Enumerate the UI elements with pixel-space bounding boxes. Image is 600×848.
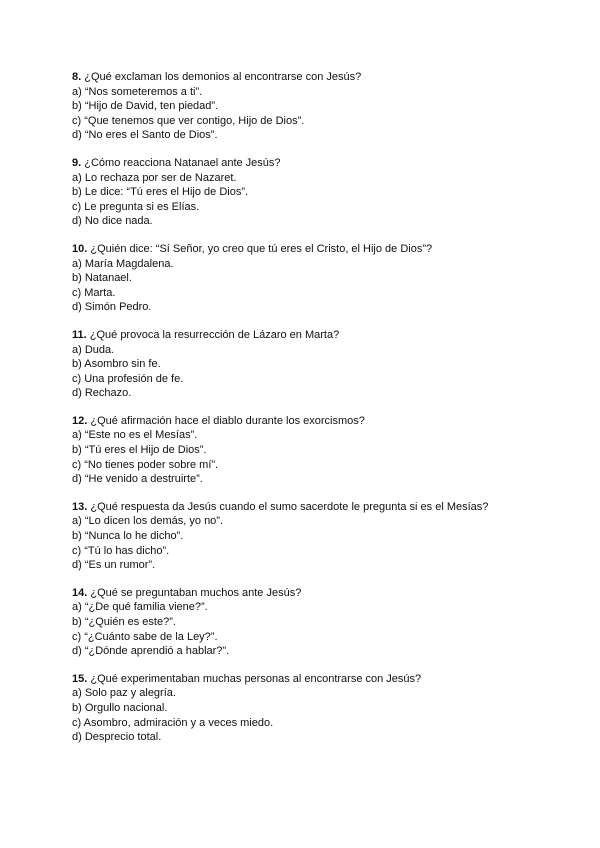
question-line [72,586,600,601]
answer-option: c) “¿Cuánto sabe de la Ley?”. [72,630,218,643]
answer-option: c) Le pregunta si es Elías. [72,200,200,213]
answer-option: a) “Nos someteremos a ti”. [72,85,203,98]
question-text: ¿Qué respuesta da Jesús cuando el sumo sacerdote le pregunta si es el Mesías? [90,500,489,513]
question-block [72,156,600,229]
question-number: 10. [72,242,88,255]
answer-options [72,343,600,401]
answer-options [72,514,600,572]
answer-options [72,686,600,744]
question-text: ¿Quién dice: “Sí Señor, yo creo que tú eres el Cristo, el Hijo de Dios”? [90,242,433,255]
answer-option: b) “Nunca lo he dicho”. [72,530,184,543]
answer-option: b) Le dice: “Tú eres el Hijo de Dios”. [72,186,249,199]
answer-options [72,85,600,143]
question-block [72,242,600,315]
question-line [72,414,600,429]
answer-option: d) “No eres el Santo de Dios”. [72,129,218,142]
question-block [72,672,600,745]
question-text: ¿Qué experimentaban muchas personas al encontrarse con Jesús? [90,672,422,685]
question-text: ¿Qué exclaman los demonios al encontrarse con Jesús? [84,71,362,83]
question-number: 15. [72,672,88,685]
question-block [72,414,600,487]
answer-option: b) “¿Quién es este?”. [72,616,176,628]
question-line [72,672,600,687]
answer-option: c) Una profesión de fe. [72,372,184,385]
answer-option: c) “Tú lo has dicho”. [72,544,170,557]
question-text: ¿Qué afirmación hace el diablo durante los exorcismos? [90,414,365,427]
answer-option: d) “He venido a destruirte”. [72,473,203,486]
question-number: 9. [72,156,82,169]
answer-option: d) “¿Dónde aprendió a hablar?”. [72,645,230,658]
answer-option: d) Simón Pedro. [72,301,152,314]
question-line [72,242,600,257]
question-number: 14. [72,586,88,599]
answer-option: a) “Lo dicen los demás, yo no”. [72,515,224,528]
question-line [72,500,600,515]
question-line [72,70,600,85]
question-list [72,70,600,745]
answer-option: b) Natanael. [72,272,132,285]
answer-option: c) Asombro, admiración y a veces miedo. [72,716,274,729]
answer-option: a) Solo paz y alegría. [72,687,176,700]
question-number: 13. [72,500,88,513]
question-block [72,500,600,573]
answer-option: c) Marta. [72,286,116,299]
answer-options [72,171,600,229]
question-text: ¿Qué se preguntaban muchos ante Jesús? [90,586,302,599]
answer-option: a) Duda. [72,343,115,356]
answer-options [72,428,600,486]
question-number: 8. [72,71,82,83]
answer-option: d) No dice nada. [72,215,153,228]
question-block [72,586,600,659]
answer-option: d) Desprecio total. [72,731,162,744]
answer-option: b) “Tú eres el Hijo de Dios”. [72,444,207,457]
answer-option: a) María Magdalena. [72,257,174,270]
answer-options [72,600,600,658]
answer-options [72,257,600,315]
question-number: 12. [72,414,88,427]
answer-option: d) “Es un rumor”. [72,559,156,572]
answer-option: a) Lo rechaza por ser de Nazaret. [72,171,237,184]
answer-option: b) Orgullo nacional. [72,701,168,714]
question-number: 11. [72,328,87,341]
answer-option: b) “Hijo de David, ten piedad”. [72,100,219,113]
question-block [72,70,600,143]
answer-option: a) “Este no es el Mesías”. [72,429,198,442]
question-line [72,156,600,171]
answer-option: a) “¿De qué familia viene?”. [72,601,208,614]
question-text: ¿Cómo reacciona Natanael ante Jesús? [84,156,281,169]
answer-option: b) Asombro sin fe. [72,358,161,371]
question-block [72,328,600,401]
question-text: ¿Qué provoca la resurrección de Lázaro en Marta? [89,328,340,341]
question-line [72,328,600,343]
answer-option: d) Rechazo. [72,387,132,400]
answer-option: c) “Que tenemos que ver contigo, Hijo de Dios”. [72,114,305,127]
answer-option: c) “No tienes poder sobre mí”. [72,458,219,471]
